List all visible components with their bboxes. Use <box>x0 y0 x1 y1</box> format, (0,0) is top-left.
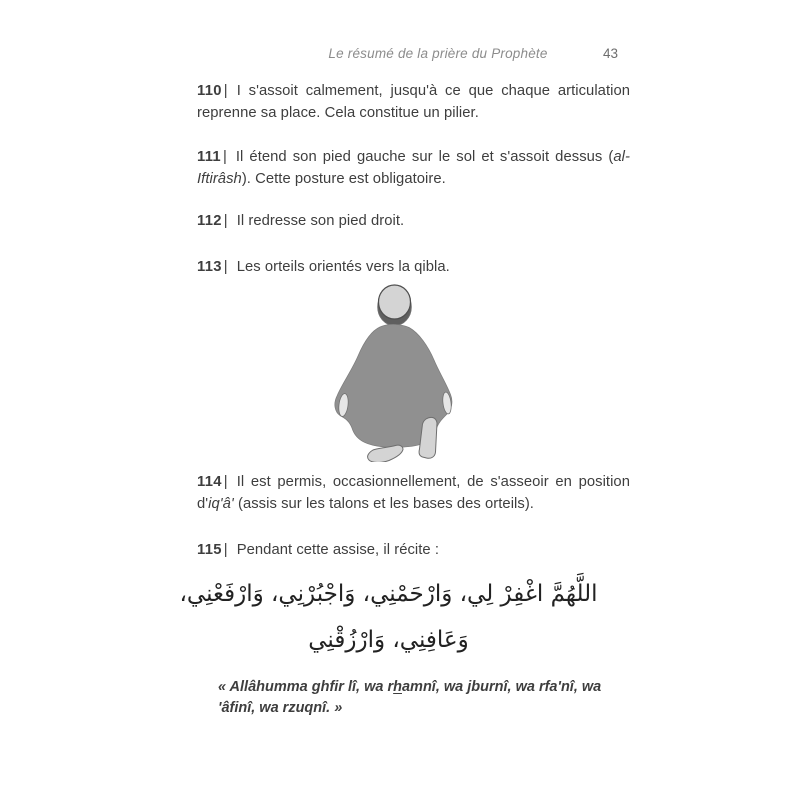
running-header-title: Le résumé de la prière du Prophète <box>328 46 548 61</box>
paragraph-113 <box>197 256 630 278</box>
paragraph-number: 110 <box>197 83 222 99</box>
paragraph-number: 113 <box>197 259 222 275</box>
paragraph-text: (assis sur les talons et les bases des orteils). <box>233 496 534 512</box>
arabic-dua: اللَّهُمَّ اغْفِرْ لِي، وَارْحَمْنِي، وَاجْبُرْنِي، وَارْفَعْنِي، وَعَافِنِي، وَارْزُقْنِي <box>179 581 598 653</box>
paragraph-112 <box>197 210 630 232</box>
head-cap <box>378 285 410 319</box>
italic-term: iq'â' <box>208 496 234 512</box>
paragraph-number: 115 <box>197 542 222 558</box>
left-foot <box>367 445 402 462</box>
paragraph-text: Les orteils orientés vers la qibla. <box>236 259 450 275</box>
quote-text: amnî, wa jburnî, wa rfa'nî, wa 'âfinî, wa rzuqnî. » <box>218 679 602 716</box>
number-separator: | <box>223 259 228 275</box>
sitting-person-rear-view <box>333 284 455 462</box>
paragraph-114 <box>197 471 630 515</box>
number-separator: | <box>222 149 227 165</box>
sitting-figure-illustration <box>197 284 630 462</box>
paragraph-text: Pendant cette assise, il récite : <box>236 542 440 558</box>
paragraph-number: 112 <box>197 213 222 229</box>
paragraph-text: I s'assoit calmement, jusqu'à ce que chaque articulation reprenne sa place. Cela constitue un pilier. <box>197 83 630 121</box>
paragraph-text: Il étend son pied gauche sur le sol et s'assoit dessus ( <box>235 149 614 165</box>
paragraph-text: Il redresse son pied droit. <box>236 213 405 229</box>
paragraph-number: 111 <box>197 149 221 165</box>
paragraph-number: 114 <box>197 474 222 490</box>
paragraph-110 <box>197 80 630 124</box>
number-separator: | <box>223 542 228 558</box>
transliteration-quote <box>218 677 618 719</box>
paragraph-111 <box>197 146 630 190</box>
paragraph-115 <box>197 539 630 561</box>
paragraph-text: Il est permis, occasionnellement, de s'asseoir en position d' <box>197 474 630 512</box>
text-column <box>179 0 630 719</box>
page-number: 43 <box>602 46 618 61</box>
number-separator: | <box>223 213 228 229</box>
number-separator: | <box>223 474 228 490</box>
number-separator: | <box>223 83 228 99</box>
underlined-letter: h <box>393 679 402 695</box>
paragraph-text: ). Cette posture est obligatoire. <box>241 171 446 187</box>
quote-text: « Allâhumma ghfir lî, wa r <box>218 679 394 695</box>
italic-term: al-Iftirâsh <box>197 149 630 187</box>
